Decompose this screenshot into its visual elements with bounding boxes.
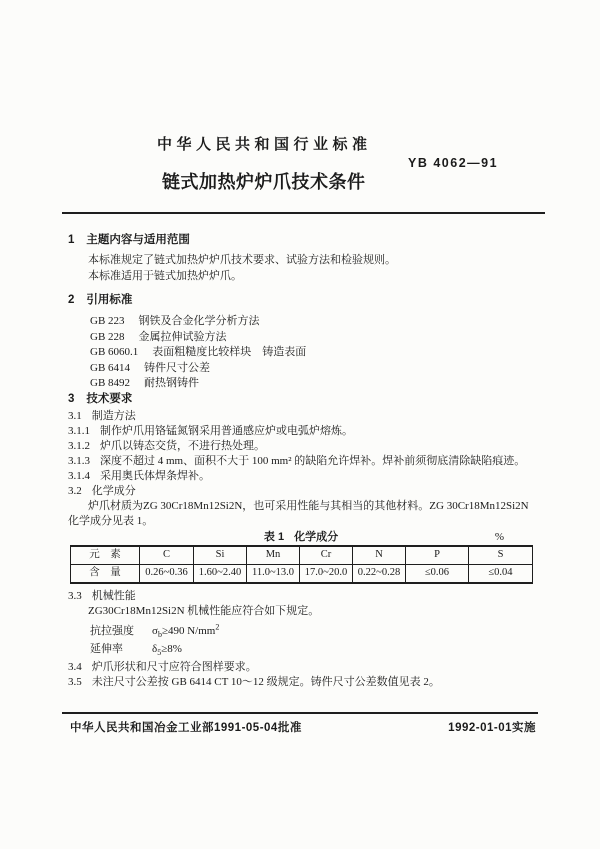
table-1-chemical-composition: [70, 545, 533, 584]
clause-3-2-body: 炉爪材质为ZG 30Cr18Mn12Si2N，也可采用性能与其相当的其他材料。ZG 30Cr18Mn12Si2N 化学成分见表 1。: [68, 499, 529, 527]
document-body: [68, 234, 540, 690]
standard-category: 中华人民共和国行业标准: [157, 136, 372, 153]
clause-text: 化学成分: [91, 484, 136, 497]
clause-number: 3.1: [68, 409, 82, 422]
table-1-value-cell: ≤0.06: [406, 564, 469, 583]
approval-note: 中华人民共和国冶金工业部1991-05-04批准: [70, 722, 302, 734]
reference-item: [90, 330, 540, 346]
clause-text: 深度不超过 4 mm、面积不大于 100 mm² 的缺陷允许焊补。焊补前须彻底清除缺陷痕迹。: [100, 454, 526, 467]
table-1-header-element: 元 素: [71, 546, 140, 565]
table-1-caption-row: [70, 531, 532, 543]
section-1-title: 主题内容与适用范围: [86, 234, 190, 246]
clause-text: 采用奥氏体焊条焊补。: [100, 469, 210, 482]
section-1-paragraph-1: 本标准规定了链式加热炉炉爪技术要求、试验方法和检验规则。: [88, 254, 396, 266]
table-1-header-row: [71, 546, 533, 565]
table-1-value-cell: ≤0.04: [469, 564, 533, 583]
elongation-line: [90, 642, 540, 660]
reference-code: GB 228: [90, 330, 125, 343]
table-1-header-cell: S: [469, 546, 533, 565]
section-2-heading: [68, 294, 540, 307]
delta-subscript: 5: [157, 648, 162, 658]
table-1-value-cell: 1.60~2.40: [194, 564, 247, 583]
elongation-label: 延伸率: [90, 642, 123, 655]
table-1-value-cell: 0.26~0.36: [140, 564, 194, 583]
reference-item: [90, 314, 540, 330]
table-1-row-label: 含 量: [71, 564, 140, 583]
clause-number: 3.1.4: [68, 469, 90, 482]
reference-item: [90, 345, 540, 361]
table-1-header-cell: Cr: [300, 546, 353, 565]
clause-3-1-4: [68, 469, 540, 484]
reference-title: 表面粗糙度比较样块 铸造表面: [152, 346, 307, 358]
reference-title: 钢铁及合金化学分析方法: [138, 315, 260, 327]
clause-3-4: [68, 660, 540, 675]
table-1-value-cell: 17.0~20.0: [300, 564, 353, 583]
tensile-strength-value: ≥490 N/mm: [161, 624, 216, 637]
reference-item: [90, 376, 540, 392]
table-1-header-cell: P: [406, 546, 469, 565]
clause-number: 3.5: [68, 676, 82, 689]
section-1-heading: [68, 234, 540, 247]
table-1-caption: [70, 531, 532, 543]
table-1-unit: %: [494, 530, 504, 543]
clause-3-1: [68, 409, 540, 424]
clause-number: 3.1.3: [68, 454, 90, 467]
clause-3-1-3: [68, 454, 540, 469]
table-1-header-cell: Mn: [247, 546, 300, 565]
clause-number: 3.4: [68, 661, 82, 674]
delta-symbol: δ: [152, 642, 158, 655]
section-2-title: 引用标准: [86, 294, 133, 306]
table-1-caption-text: 化学成分: [294, 530, 339, 543]
clause-3-2: [68, 484, 540, 499]
implementation-date: 1992-01-01实施: [448, 722, 536, 734]
clause-text: 制作炉爪用铬锰氮钢采用普通感应炉或电弧炉熔炼。: [100, 424, 353, 437]
sigma-symbol: σ: [152, 624, 158, 637]
clause-number: 3.3: [68, 589, 82, 602]
section-1-number: 1: [68, 234, 75, 246]
clause-text: 炉爪形状和尺寸应符合图样要求。: [91, 661, 257, 674]
elongation-formula: [152, 642, 182, 658]
table-1-header-cell: C: [140, 546, 194, 565]
document-title: 链式加热炉炉爪技术条件: [162, 172, 366, 192]
tensile-strength-label: 抗拉强度: [90, 624, 134, 637]
reference-title: 铸件尺寸公差: [144, 361, 211, 374]
clause-3-1-1: [68, 424, 540, 439]
mm-exponent: 2: [215, 622, 220, 631]
clause-text: 制造方法: [91, 409, 136, 422]
footer-divider: [62, 712, 538, 714]
clause-number: 3.1.2: [68, 439, 90, 452]
elongation-value: ≥8%: [161, 642, 182, 655]
table-1-header-cell: Si: [194, 546, 247, 565]
clause-text: 未注尺寸公差按 GB 6414 CT 10～12 级规定。铸件尺寸公差数值见表 2。: [91, 676, 440, 689]
reference-title: 耐热钢铸件: [144, 377, 200, 389]
clause-number: 3.1.1: [68, 424, 90, 437]
clause-3-1-2: [68, 439, 540, 454]
table-1-caption-number: 表 1: [263, 530, 285, 543]
section-1-paragraph-2: 本标准适用于链式加热炉炉爪。: [88, 269, 242, 282]
table-1-value-cell: 0.22~0.28: [353, 564, 406, 583]
reference-code: GB 6414: [90, 361, 131, 374]
clause-number: 3.2: [68, 484, 82, 497]
reference-code: GB 6060.1: [90, 346, 139, 358]
reference-code: GB 223: [90, 315, 125, 327]
standard-number: YB 4062—91: [408, 156, 499, 170]
clause-3-5: [68, 675, 540, 690]
reference-code: GB 8492: [90, 377, 131, 389]
section-2-number: 2: [68, 294, 75, 306]
reference-list: [90, 314, 540, 392]
tensile-strength-formula: [152, 622, 220, 639]
header-divider: [62, 212, 545, 214]
clause-text: 炉爪以铸态交货，不进行热处理。: [100, 439, 265, 452]
section-3-heading: [68, 393, 540, 406]
reference-title: 金属拉伸试验方法: [138, 330, 227, 343]
footer: [70, 719, 536, 735]
table-1-header-cell: N: [353, 546, 406, 565]
reference-item: [90, 361, 540, 377]
clause-3-3-intro: ZG30Cr18Mn12Si2N 机械性能应符合如下规定。: [88, 604, 320, 617]
clause-3-3: [68, 589, 540, 604]
table-1-content-row: [71, 564, 533, 583]
sigma-subscript: b: [157, 629, 162, 639]
table-1-value-cell: 11.0~13.0: [247, 564, 300, 583]
section-3-number: 3: [68, 392, 75, 405]
section-3-title: 技术要求: [86, 392, 133, 405]
clause-text: 机械性能: [91, 589, 136, 602]
tensile-strength-line: [90, 619, 540, 642]
